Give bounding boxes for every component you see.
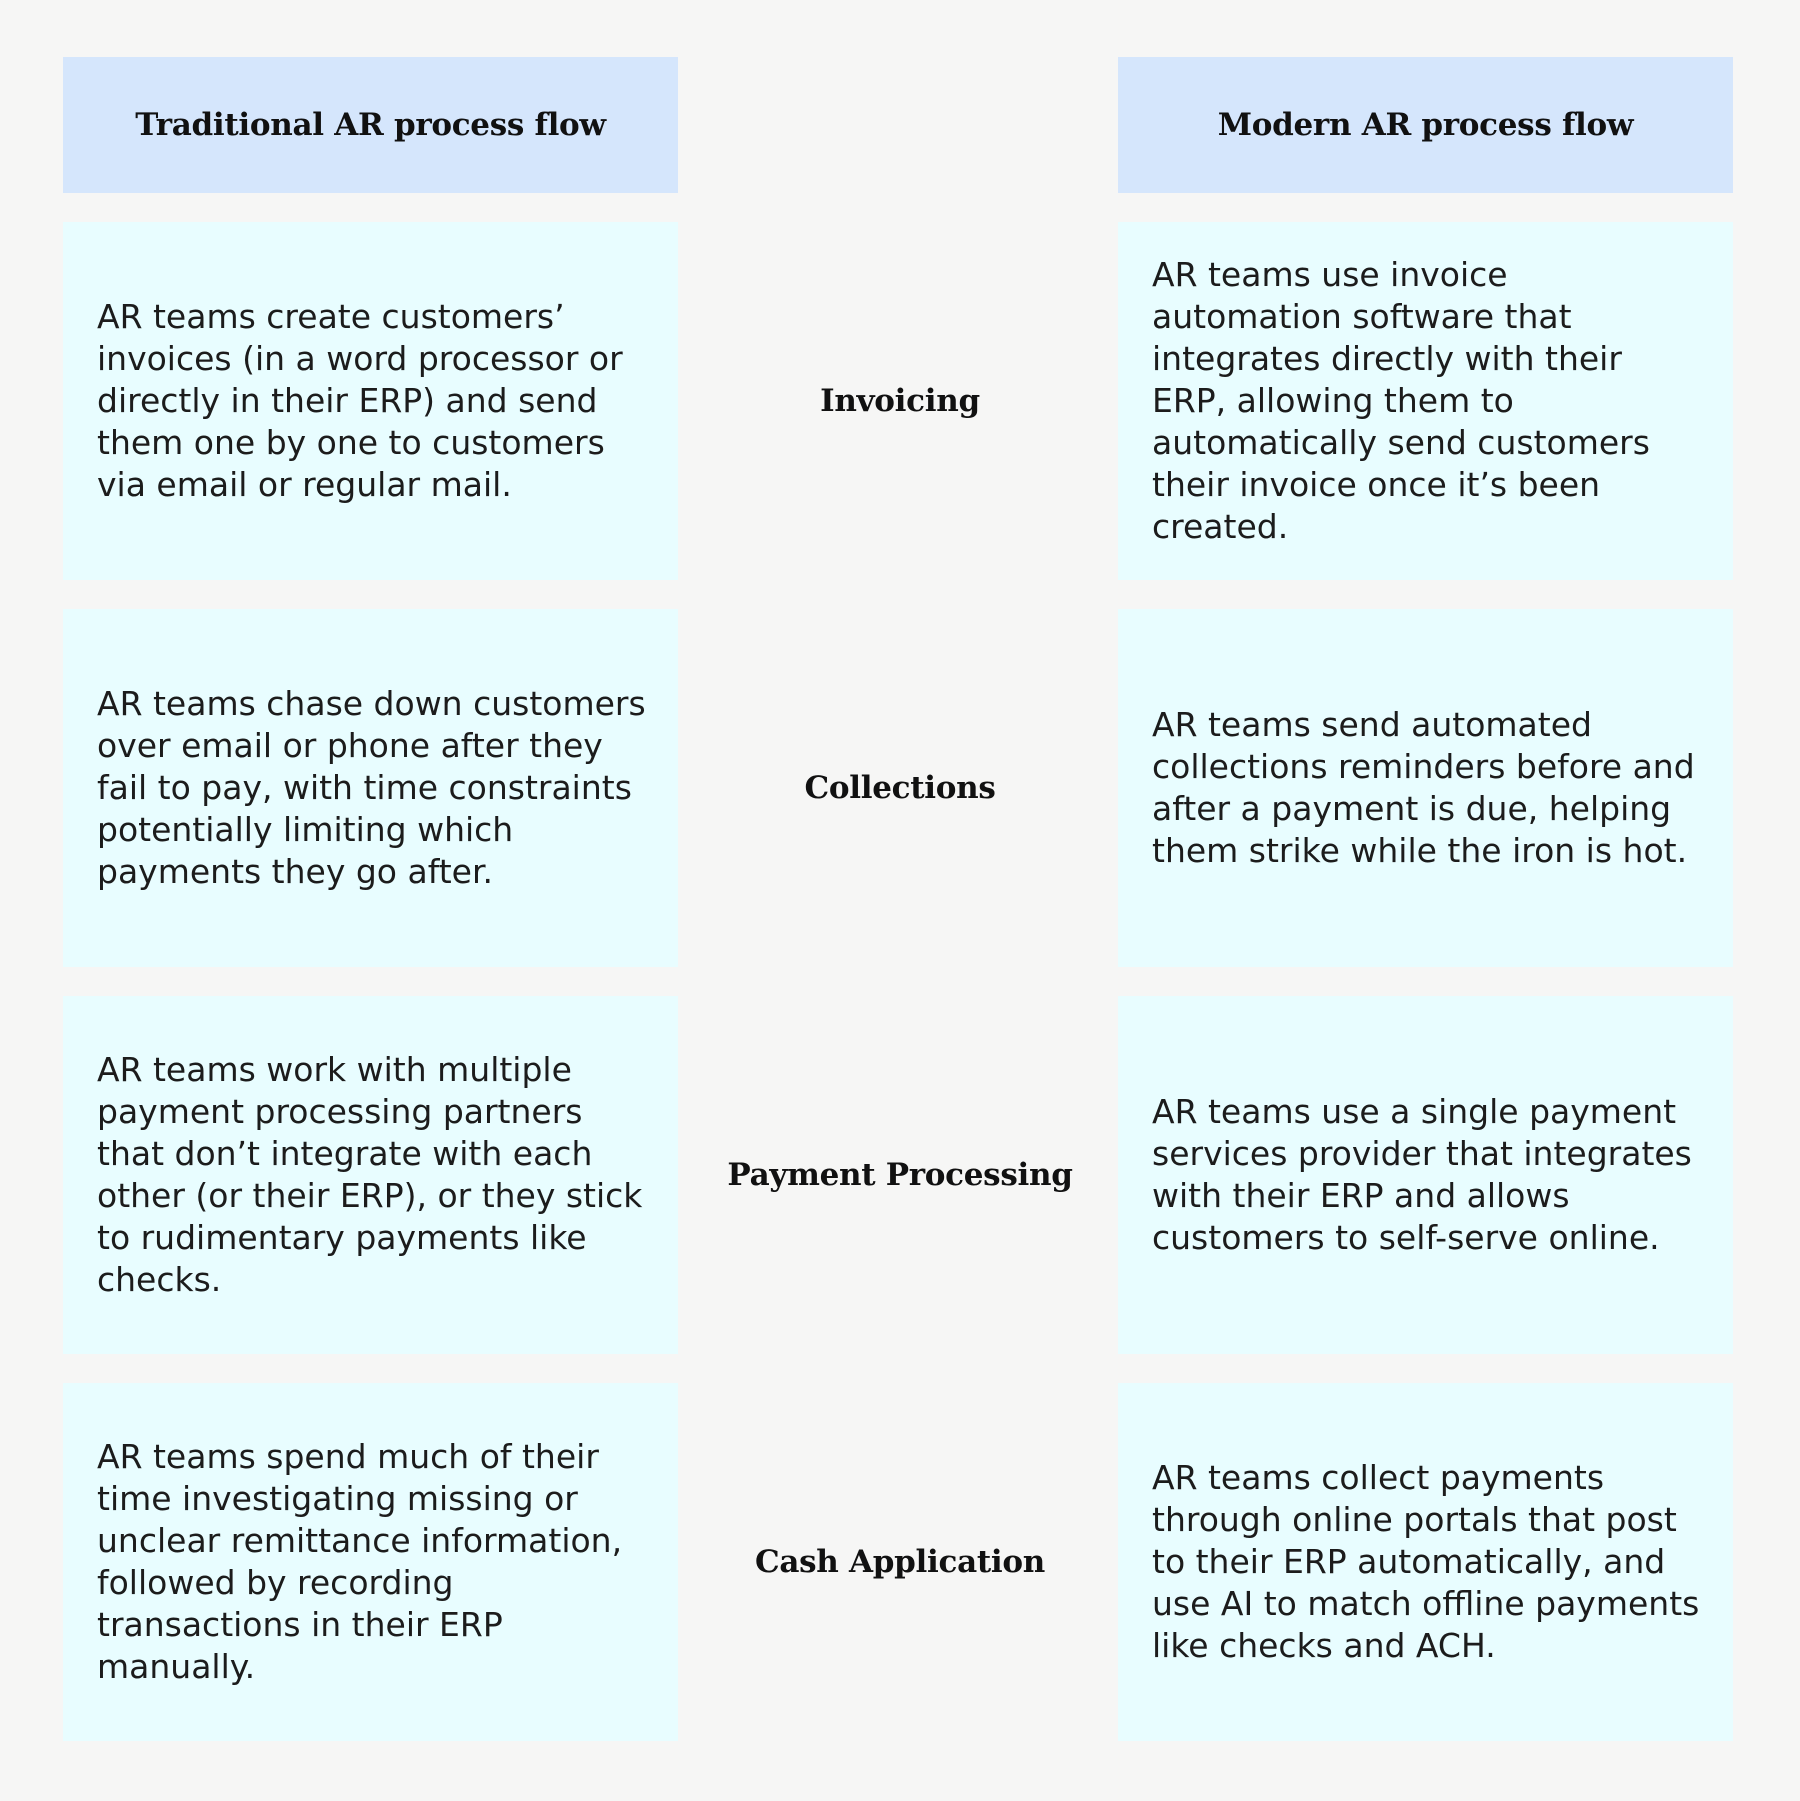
traditional-payment-processing-cell: AR teams work with multiple payment processing partners that don’t integrate with each other (or their ERP), or they stick to rudimentary payments like checks. [63,996,678,1354]
row-label-payment-processing: Payment Processing [727,1157,1073,1193]
modern-cash-application-cell: AR teams collect payments through online portals that post to their ERP automatically, and use AI to match offline payments like checks and ACH. [1118,1383,1733,1741]
row-label-collections: Collections [804,770,996,806]
row-label-cash-application: Cash Application [755,1544,1045,1580]
row-label-invoicing: Invoicing [820,383,980,419]
modern-invoicing-cell: AR teams use invoice automation software that integrates directly with their ERP, allowing them to automatically send customers their invoice once it’s been created. [1118,222,1733,580]
traditional-collections-cell: AR teams chase down customers over email or phone after they fail to pay, with time constraints potentially limiting which payments they go after. [63,609,678,967]
traditional-invoicing-cell: AR teams create customers’ invoices (in a word processor or directly in their ERP) and send them one by one to customers via email or regular mail. [63,222,678,580]
modern-column-header: Modern AR process flow [1118,57,1733,193]
modern-payment-processing-cell: AR teams use a single payment services provider that integrates with their ERP and allows customers to self-serve online. [1118,996,1733,1354]
traditional-cash-application-cell: AR teams spend much of their time investigating missing or unclear remittance information, followed by recording transactions in their ERP manually. [63,1383,678,1741]
traditional-column-header: Traditional AR process flow [63,57,678,193]
modern-collections-cell: AR teams send automated collections reminders before and after a payment is due, helping them strike while the iron is hot. [1118,609,1733,967]
